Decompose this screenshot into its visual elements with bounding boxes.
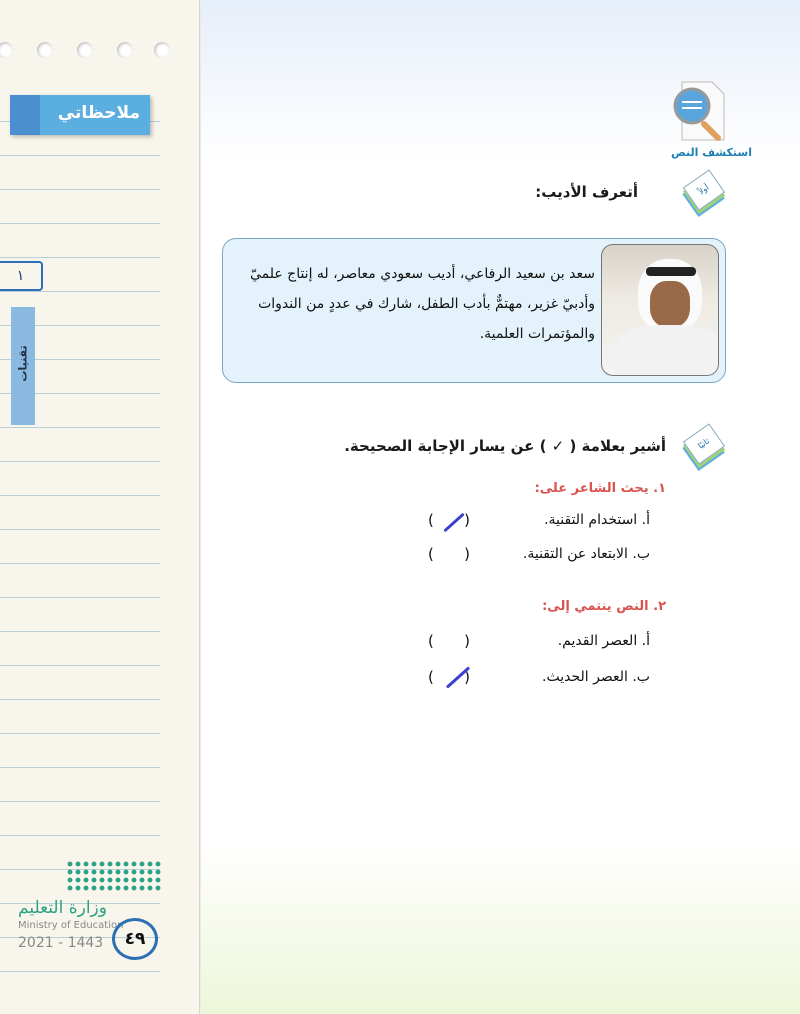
- binder-ring: [0, 42, 13, 58]
- option-label: أ. استخدام التقنية.: [544, 512, 650, 528]
- notebook-line: [0, 801, 160, 802]
- notebook-line: [0, 495, 160, 496]
- unit-number: ١: [0, 261, 43, 291]
- answer-slot[interactable]: ( ): [428, 668, 470, 686]
- notebook-line: [0, 257, 160, 258]
- notebook-line: [0, 665, 160, 666]
- option-label: ب. العصر الحديث.: [542, 669, 650, 685]
- binder-ring: [77, 42, 93, 58]
- notebook-line: [0, 291, 160, 292]
- ministry-name-ar: وزارة التعليم: [18, 898, 107, 918]
- option-label: أ. العصر القديم.: [557, 633, 650, 649]
- notebook-line: [0, 631, 160, 632]
- notebook-line: [0, 529, 160, 530]
- section-heading-question: أشير بعلامة ( ✓ ) عن يسار الإجابة الصحيحة.: [344, 437, 666, 455]
- notes-title: ملاحظاتي: [10, 95, 150, 135]
- notebook-line: [0, 597, 160, 598]
- section-badge-second: ثانيًا: [683, 423, 725, 464]
- notebook-line: [0, 699, 160, 700]
- question-title: ٢. النص ينتمي إلى:: [542, 599, 666, 614]
- unit-label: تقنيات: [16, 345, 30, 382]
- page-number: ٤٩: [112, 918, 158, 960]
- section-heading-author: أتعرف الأديب:: [535, 183, 638, 201]
- notebook-line: [0, 427, 160, 428]
- notebook-line: [0, 971, 160, 972]
- explore-text-label: استكشف النص: [671, 146, 752, 159]
- notebook-line: [0, 223, 160, 224]
- binder-ring: [117, 42, 133, 58]
- author-bio-text: [227, 259, 595, 349]
- ministry-name-en: Ministry of Education: [18, 920, 124, 931]
- notebook-line: [0, 189, 160, 190]
- author-photo: [601, 244, 719, 376]
- bio-line: وأدبيّ غزير، مهتمٌّ بأدب الطفل، شارك في عددٍ من الندوات: [258, 296, 595, 312]
- explore-text-icon: [672, 80, 726, 142]
- unit-ribbon: [11, 307, 35, 425]
- bio-line: والمؤتمرات العلمية.: [479, 326, 595, 342]
- answer-slot[interactable]: ( ): [428, 632, 470, 650]
- question-title: ١. يحث الشاعر على:: [534, 481, 666, 496]
- answer-slot[interactable]: ( ): [428, 511, 470, 529]
- notebook-line: [0, 733, 160, 734]
- bio-line: سعد بن سعيد الرفاعي، أديب سعودي معاصر، له إنتاج علميّ: [249, 266, 595, 282]
- answer-slot[interactable]: ( ): [428, 545, 470, 563]
- notebook-line: [0, 835, 160, 836]
- ministry-logo: [66, 860, 162, 892]
- author-bio-box: [222, 238, 726, 383]
- notebook-line: [0, 461, 160, 462]
- binder-ring: [154, 42, 170, 58]
- notebook-line: [0, 563, 160, 564]
- binder-ring: [37, 42, 53, 58]
- option-label: ب. الابتعاد عن التقنية.: [522, 546, 650, 562]
- notebook-line: [0, 155, 160, 156]
- year: 2021 - 1443: [18, 935, 104, 951]
- notebook-line: [0, 767, 160, 768]
- notes-sidebar: [0, 0, 200, 1014]
- section-badge-first: أولاً: [683, 169, 725, 210]
